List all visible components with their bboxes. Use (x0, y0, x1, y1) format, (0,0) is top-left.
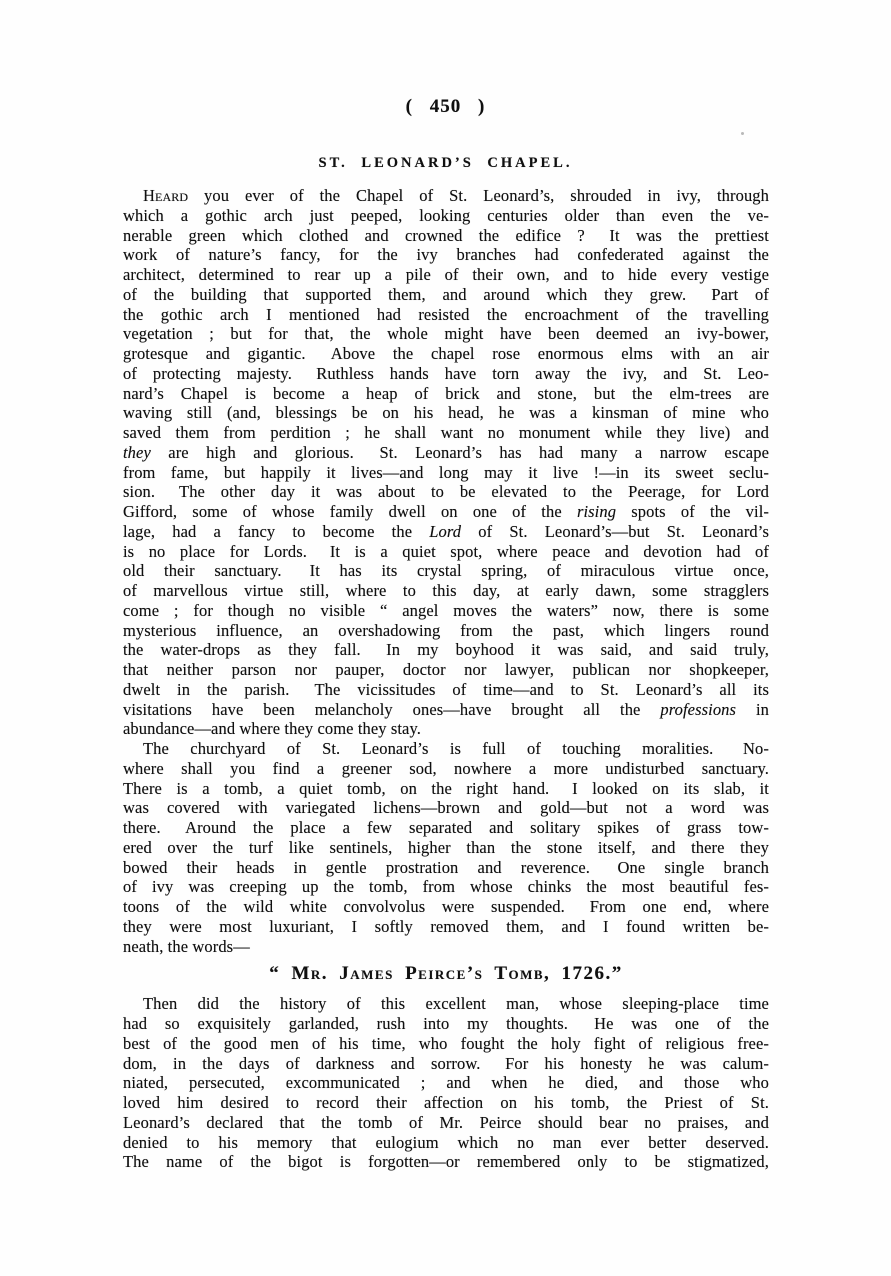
article-title: ST. LEONARD’S CHAPEL. (318, 155, 573, 171)
text-line: nerable green which clothed and crowned the edifice ? It was the prettiest (123, 225, 769, 245)
text-line: grotesque and gigantic. Above the chapel rose enormous elms with an air (123, 344, 769, 363)
text-line: old their sanctuary. It has its crystal spring, of miraculous virtue once, (123, 561, 769, 581)
text-line: The name of the bigot is forgotten—or remembered only to be stigmatized, (123, 1152, 769, 1172)
text-line: best of the good men of his time, who fought the holy fight of religious free- (123, 1033, 769, 1053)
text-line: where shall you find a greener sod, nowhere a more undisturbed sanctuary. (123, 758, 769, 778)
text-line: from fame, but happily it lives—and long may it live !—in its sweet seclu- (123, 462, 769, 482)
text-line: the water-drops as they fall. In my boyhood it was said, and said truly, (123, 640, 769, 660)
text-line: waving still (and, blessings be on his head, he was a kinsman of mine who (123, 403, 769, 423)
text-line: vegetation ; but for that, the whole might have been deemed an ivy-bower, (123, 324, 769, 344)
text-line: they are high and glorious. St. Leonard’s has had many a narrow escape (123, 442, 769, 462)
text-line: toons of the wild white convolvolus were suspended. From one end, where (123, 897, 769, 916)
text-line: dwelt in the parish. The vicissitudes of time—and to St. Leonard’s all its (123, 679, 769, 699)
text-line: abundance—and where they come they stay. (123, 719, 421, 739)
text-line: mysterious influence, an overshadowing from the past, which lingers round (123, 620, 769, 640)
text-line: had so exquisitely garlanded, rush into my thoughts. He was one of the (123, 1014, 769, 1033)
smallcaps-word: Heard (143, 186, 189, 205)
text-line: that neither parson nor pauper, doctor nor lawyer, publican nor shopkeeper, (123, 660, 769, 679)
text-line: there. Around the place a few separated and solitary spikes of grass tow- (123, 818, 769, 837)
text-line: sion. The other day it was about to be elevated to the Peerage, for Lord (123, 482, 769, 502)
text-line: lage, had a fancy to become the Lord of St. Leonard’s—but St. Leonard’s (123, 521, 769, 541)
text-line: neath, the words— (123, 936, 250, 956)
text-line: ered over the turf like sentinels, higher than the stone itself, and there they (123, 837, 769, 857)
text-line: the gothic arch I mentioned had resisted the encroachment of the travelling (123, 304, 769, 324)
paragraph (123, 994, 769, 1172)
text-line: Heard you ever of the Chapel of St. Leonard’s, shrouded in ivy, through (143, 186, 769, 205)
text-line: bowed their heads in gentle prostration and reverence. One single branch (123, 857, 769, 877)
text-line: Gifford, some of whose family dwell on one of the rising spots of the vil- (123, 502, 769, 521)
text-line: come ; for though no visible “ angel moves the waters” now, there is some (123, 600, 769, 620)
paragraph (123, 186, 769, 739)
text-line: saved them from perdition ; he shall want no monument while they live) and (123, 423, 769, 442)
text-line: niated, persecuted, excommunicated ; and when he died, and those who (123, 1073, 769, 1093)
text-line: visitations have been melancholy ones—have brought all the professions in (123, 699, 769, 719)
text-line: work of nature’s fancy, for the ivy branches had confederated against the (123, 245, 769, 265)
text-line: The churchyard of St. Leonard’s is full of touching moralities. No- (143, 739, 769, 758)
text-line: architect, determined to rear up a pile of their own, and to hide every vestige (123, 265, 769, 284)
text-line: they were most luxuriant, I softly removed them, and I found written be- (123, 916, 769, 936)
text-line: loved him desired to record their affection on his tomb, the Priest of St. (123, 1093, 769, 1112)
text-line: was covered with variegated lichens—brown and gold—but not a word was (123, 798, 769, 818)
text-line: There is a tomb, a quiet tomb, on the right hand. I looked on its slab, it (123, 778, 769, 798)
text-line: denied to his memory that eulogium which no man ever better deserved. (123, 1132, 769, 1152)
tomb-inscription: “ Mr. James Peirce’s Tomb, 1726.” (269, 963, 623, 985)
text-line: Leonard’s declared that the tomb of Mr. Peirce should bear no praises, and (123, 1112, 769, 1132)
page-number: ( 450 ) (405, 96, 486, 117)
article-body (123, 186, 769, 1172)
text-line: which a gothic arch just peeped, looking centuries older than even the ve- (123, 205, 769, 225)
text-line: of marvellous virtue still, where to this day, at early dawn, some stragglers (123, 581, 769, 600)
text-line: of ivy was creeping up the tomb, from whose chinks the most beautiful fes- (123, 877, 769, 897)
text-line: of protecting majesty. Ruthless hands have torn away the ivy, and St. Leo- (123, 363, 769, 383)
text-line: dom, in the days of darkness and sorrow. For his honesty he was calum- (123, 1053, 769, 1073)
text-line: Then did the history of this excellent man, whose sleeping-place time (143, 994, 769, 1014)
paragraph (123, 739, 769, 956)
text-line: nard’s Chapel is become a heap of brick and stone, but the elm-trees are (123, 383, 769, 403)
text-line: of the building that supported them, and around which they grew. Part of (123, 284, 769, 304)
scan-speck (741, 132, 744, 135)
text-line: is no place for Lords. It is a quiet spot, where peace and devotion had of (123, 541, 769, 561)
